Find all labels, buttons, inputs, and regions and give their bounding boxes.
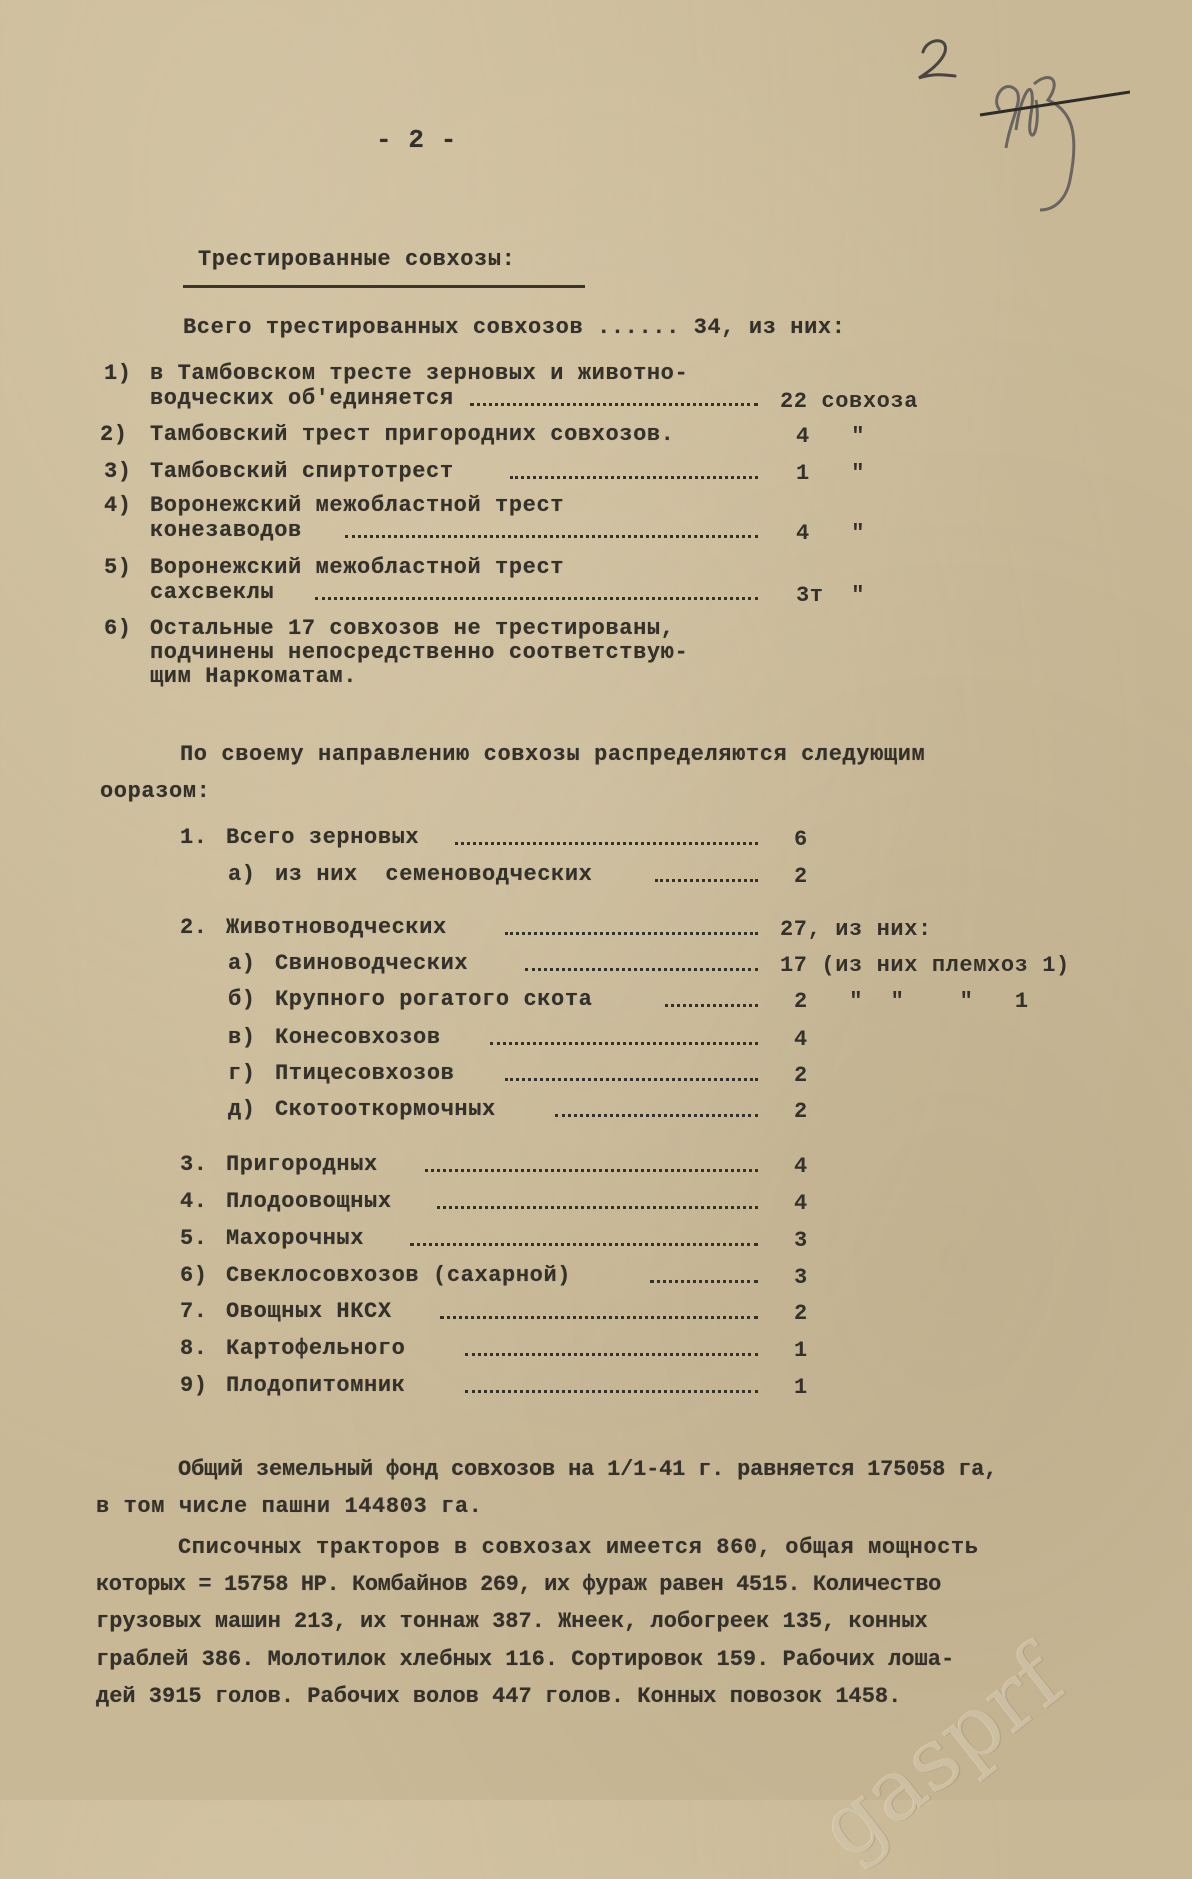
leader-dots bbox=[437, 1200, 758, 1209]
item-label: Свеклосовхозов (сахарной) bbox=[226, 1263, 572, 1288]
paragraph-line: Списочных тракторов в совхозах имеется 860, общая мощность bbox=[178, 1535, 979, 1560]
item-marker: 6) bbox=[104, 616, 132, 641]
item-marker: 5) bbox=[104, 555, 132, 580]
leader-dots bbox=[505, 1072, 758, 1081]
item-marker: 2. bbox=[180, 915, 208, 940]
item-text: Остальные 17 совхозов не трестированы, bbox=[150, 616, 675, 641]
leader-dots bbox=[315, 591, 758, 600]
item-marker: 2) bbox=[100, 422, 128, 447]
item-marker: 9) bbox=[180, 1373, 208, 1398]
item-text: сахсвеклы bbox=[150, 580, 275, 605]
item-label: Крупного рогатого скота bbox=[275, 987, 593, 1012]
item-text: Тамбовский спиртотрест bbox=[150, 459, 454, 484]
item-marker: б) bbox=[228, 987, 256, 1012]
item-value: 22 совхоза bbox=[780, 389, 919, 414]
leader-dots bbox=[345, 529, 758, 538]
item-value: 4 " bbox=[796, 521, 866, 546]
handwritten-archive-number bbox=[970, 60, 1130, 220]
title-underline bbox=[183, 285, 585, 288]
item-text: конезаводов bbox=[150, 518, 302, 543]
leader-dots bbox=[510, 470, 758, 479]
paragraph-line: дей 3915 голов. Рабочих волов 447 голов. Конных повозок 1458. bbox=[96, 1684, 902, 1709]
item-value: 2 bbox=[794, 864, 808, 889]
leader-dots bbox=[455, 836, 758, 845]
item-value: 2 " " " 1 bbox=[794, 989, 1029, 1014]
item-value: 17 (из них племхоз 1) bbox=[780, 953, 1070, 978]
item-marker: 1. bbox=[180, 825, 208, 850]
item-value: 1 bbox=[794, 1375, 808, 1400]
leader-dots bbox=[650, 1274, 758, 1283]
item-value: 2 bbox=[794, 1301, 808, 1326]
item-marker: 8. bbox=[180, 1336, 208, 1361]
item-value: 1 bbox=[794, 1338, 808, 1363]
item-text: подчинены непосредственно соответствую- bbox=[150, 640, 689, 665]
leader-dots bbox=[465, 1384, 758, 1393]
leader-dots bbox=[505, 926, 758, 935]
paragraph-line: Общий земельный фонд совхозов на 1/1-41 г. равняется 175058 га, bbox=[178, 1457, 998, 1482]
item-marker: 3) bbox=[104, 459, 132, 484]
item-marker: 3. bbox=[180, 1152, 208, 1177]
leader-dots bbox=[440, 1310, 758, 1319]
page-number: - 2 - bbox=[376, 125, 458, 155]
item-text: щим Наркоматам. bbox=[150, 664, 358, 689]
item-value: 4 bbox=[794, 1027, 808, 1052]
item-label: Конесовхозов bbox=[275, 1025, 441, 1050]
item-marker: а) bbox=[228, 862, 256, 887]
leader-dots bbox=[490, 1036, 758, 1045]
item-value: 4 " bbox=[796, 424, 866, 449]
leader-dots bbox=[465, 1347, 758, 1356]
item-label: Махорочных bbox=[226, 1226, 365, 1251]
item-value: 2 bbox=[794, 1063, 808, 1088]
leader-dots bbox=[525, 962, 758, 971]
item-marker: 4) bbox=[104, 493, 132, 518]
item-value: 1 " bbox=[796, 461, 866, 486]
item-label: Птицесовхозов bbox=[275, 1061, 455, 1086]
item-label: Животноводческих bbox=[226, 915, 447, 940]
item-label: Свиноводческих bbox=[275, 951, 469, 976]
item-value: 4 bbox=[794, 1191, 808, 1216]
item-marker: г) bbox=[228, 1061, 256, 1086]
paragraph-line: грузовых машин 213, их тоннаж 387. Жнеек, лобогреек 135, конных bbox=[96, 1609, 928, 1634]
handwritten-page-mark bbox=[905, 30, 975, 90]
section-title: Трестированные совхозы: bbox=[198, 247, 516, 272]
item-label: из них семеноводческих bbox=[275, 862, 593, 887]
item-marker: 4. bbox=[180, 1189, 208, 1214]
item-value: 2 bbox=[794, 1099, 808, 1124]
item-value: 3 bbox=[794, 1265, 808, 1290]
paragraph-line: граблей 386. Молотилок хлебных 116. Сортировок 159. Рабочих лоша- bbox=[96, 1647, 955, 1672]
total-trusted-line: Всего трестированных совхозов ...... 34, из них: bbox=[183, 315, 846, 340]
watermark: gasprf bbox=[800, 1628, 1081, 1879]
item-text: Тамбовский трест пригородних совхозов. bbox=[150, 422, 675, 447]
leader-dots bbox=[425, 1163, 758, 1172]
item-value: 6 bbox=[794, 827, 808, 852]
item-marker: в) bbox=[228, 1025, 256, 1050]
item-label: Плодопитомник bbox=[226, 1373, 406, 1398]
item-value: 3т " bbox=[796, 583, 866, 608]
item-label: Картофельного bbox=[226, 1336, 406, 1361]
item-label: Плодоовощных bbox=[226, 1189, 392, 1214]
item-marker: 5. bbox=[180, 1226, 208, 1251]
distribution-intro-cont: ооразом: bbox=[100, 779, 211, 804]
item-label: Всего зерновых bbox=[226, 825, 420, 850]
leader-dots bbox=[665, 998, 758, 1007]
item-value: 27, из них: bbox=[780, 917, 932, 942]
leader-dots bbox=[470, 397, 758, 406]
item-marker: д) bbox=[228, 1097, 256, 1122]
item-marker: 1) bbox=[104, 361, 132, 386]
item-label: Скотооткормочных bbox=[275, 1097, 496, 1122]
item-text: Воронежский межобластной трест bbox=[150, 555, 565, 580]
item-marker: 7. bbox=[180, 1299, 208, 1324]
item-label: Овощных НКСХ bbox=[226, 1299, 392, 1324]
paragraph-line: которых = 15758 НР. Комбайнов 269, их фураж равен 4515. Количество bbox=[96, 1572, 941, 1597]
item-marker: 6) bbox=[180, 1263, 208, 1288]
item-value: 3 bbox=[794, 1228, 808, 1253]
item-label: Пригородных bbox=[226, 1152, 378, 1177]
paragraph-line: в том числе пашни 144803 га. bbox=[96, 1494, 483, 1519]
leader-dots bbox=[555, 1108, 758, 1117]
item-text: Воронежский межобластной трест bbox=[150, 493, 565, 518]
item-text: водческих об'единяется bbox=[150, 386, 454, 411]
item-value: 4 bbox=[794, 1154, 808, 1179]
distribution-intro: По своему направлению совхозы распределяются следующим bbox=[180, 742, 926, 767]
item-marker: а) bbox=[228, 951, 256, 976]
leader-dots bbox=[655, 873, 758, 882]
leader-dots bbox=[410, 1237, 758, 1246]
item-text: в Тамбовском тресте зерновых и животно- bbox=[150, 361, 689, 386]
